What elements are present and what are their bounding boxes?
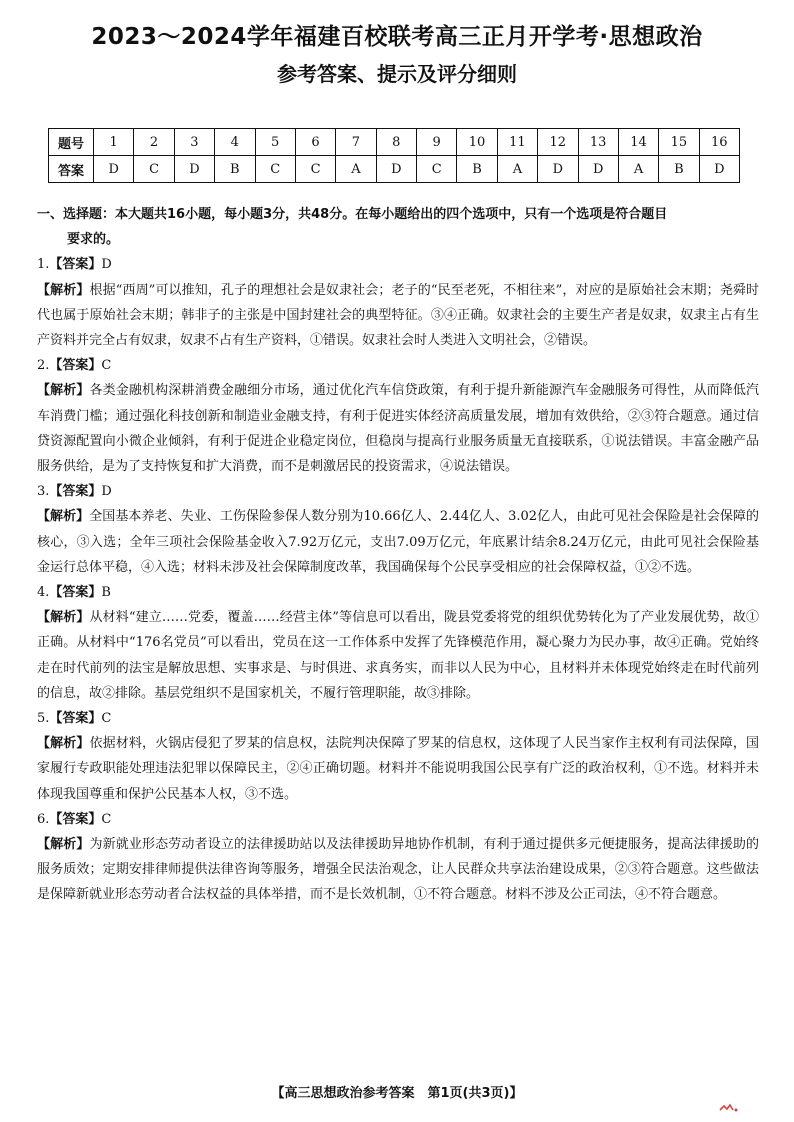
answer-line xyxy=(37,479,759,504)
question-block xyxy=(37,807,759,908)
question-block xyxy=(37,252,759,353)
section-heading-cont: 要求的。 xyxy=(67,232,120,248)
answer-cell: D xyxy=(578,156,618,183)
answer-cell: B xyxy=(457,156,497,183)
question-number-cell: 12 xyxy=(538,129,578,156)
explanation-text: 从材料“建立……党委，覆盖……经营主体”等信息可以看出，陇县党委将党的组织优势转化为了产业发展优势，故①正确。从材料中“176名党员”可以看出，党员在这一工作体系中发挥了先锋模范作用，凝心聚力为民办事，故④正确。党始终走在时代前列的法宝是解放思想、实事求是、与时俱进、求真务实，而非以人民为中心，且材料并未体现党始终走在时代前列的信息，故②排除。基层党组织不是国家机关，不履行管理职能，故③排除。 xyxy=(37,610,759,701)
document-title: 2023～2024学年福建百校联考高三正月开学考·思想政治 xyxy=(91,24,703,50)
question-number: 2. xyxy=(37,358,50,374)
answer-cell: D xyxy=(376,156,416,183)
explanation-label: 【解析】 xyxy=(37,282,90,298)
explanation xyxy=(37,378,759,479)
question-number-cell: 3 xyxy=(174,129,214,156)
answer-value: B xyxy=(101,585,111,601)
answer-cell: C xyxy=(134,156,174,183)
question-number-cell: 10 xyxy=(457,129,497,156)
answer-cell: A xyxy=(336,156,376,183)
explanation-label: 【解析】 xyxy=(37,509,90,525)
answer-line xyxy=(37,252,759,277)
answer-cell: A xyxy=(618,156,658,183)
watermark-shape xyxy=(720,1105,733,1110)
answer-label: 【答案】 xyxy=(49,358,102,374)
row-label-answer: 答案 xyxy=(49,156,94,183)
answer-table-answer-row xyxy=(49,156,740,183)
answer-body xyxy=(37,202,759,908)
answer-cell: C xyxy=(295,156,335,183)
question-number-cell: 14 xyxy=(618,129,658,156)
question-block xyxy=(37,706,759,807)
question-number-cell: 13 xyxy=(578,129,618,156)
explanation-label: 【解析】 xyxy=(37,610,90,626)
answer-cell: D xyxy=(699,156,739,183)
explanation xyxy=(37,278,759,354)
answer-line xyxy=(37,807,759,832)
answer-label: 【答案】 xyxy=(49,711,102,727)
explanation xyxy=(37,731,759,807)
answer-line xyxy=(37,706,759,731)
question-number-cell: 5 xyxy=(255,129,295,156)
explanation xyxy=(37,504,759,580)
question-number: 1. xyxy=(37,257,50,273)
answer-cell: B xyxy=(659,156,699,183)
question-number-cell: 16 xyxy=(699,129,739,156)
explanation-label: 【解析】 xyxy=(37,736,90,752)
answer-table xyxy=(48,128,740,183)
explanation-text: 为新就业形态劳动者设立的法律援助站以及法律援助异地协作机制，有利于通过提供多元便捷服务，提高法律援助的服务质效；定期安排律师提供法律咨询等服务，增强全民法治观念，让人民群众共享法治建设成果，②③符合题意。这些做法是保障新就业形态劳动者合法权益的具体举措，而不是长效机制，①不符合题意。材料不涉及公正司法，④不符合题意。 xyxy=(37,837,759,903)
question-block xyxy=(37,353,759,479)
watermark-icon xyxy=(718,1102,740,1114)
row-label-number: 题号 xyxy=(49,129,94,156)
question-number-cell: 4 xyxy=(215,129,255,156)
question-number-cell: 6 xyxy=(295,129,335,156)
answer-cell: D xyxy=(174,156,214,183)
answer-value: D xyxy=(101,257,112,273)
answer-value: C xyxy=(101,358,112,374)
question-number: 6. xyxy=(37,811,50,827)
answer-line xyxy=(37,580,759,605)
watermark-dot xyxy=(735,1109,738,1112)
answer-line xyxy=(37,353,759,378)
section-heading-text: 一、选择题：本大题共16小题，每小题3分，共48分。在每小题给出的四个选项中，只有一个选项是符合题目 xyxy=(37,207,668,222)
answer-cell: C xyxy=(417,156,457,183)
document-subtitle: 参考答案、提示及评分细则 xyxy=(277,62,517,86)
answer-label: 【答案】 xyxy=(49,585,102,601)
page-footer: 【高三思想政治参考答案 第1页(共3页)】 xyxy=(271,1086,523,1101)
answer-table-number-row xyxy=(49,129,740,156)
explanation-text: 根据“西周”可以推知，孔子的理想社会是奴隶社会；老子的“民至老死，不相往来”，对应的是原始社会末期；尧舜时代也属于原始社会末期；韩非子的主张是中国封建社会的典型特征。③④正确。奴隶社会的主要生产者是奴隶，奴隶主占有生产资料并完全占有奴隶，奴隶不占有生产资料，①错误。奴隶社会时人类进入文明社会，②错误。 xyxy=(37,282,759,349)
answer-cell: A xyxy=(497,156,537,183)
explanation-label: 【解析】 xyxy=(37,837,90,853)
answer-cell: C xyxy=(255,156,295,183)
answer-label: 【答案】 xyxy=(49,811,102,827)
answer-cell: D xyxy=(94,156,134,183)
answer-value: C xyxy=(101,711,112,727)
question-block xyxy=(37,479,759,580)
question-number-cell: 15 xyxy=(659,129,699,156)
answer-cell: D xyxy=(538,156,578,183)
question-number: 4. xyxy=(37,585,50,601)
question-number-cell: 1 xyxy=(94,129,134,156)
answer-label: 【答案】 xyxy=(49,257,102,273)
explanation xyxy=(37,832,759,908)
explanation-text: 全国基本养老、失业、工伤保险参保人数分别为10.66亿人、2.44亿人、3.02亿人，由此可见社会保险是社会保障的核心，③入选；全年三项社会保险基金收入7.92万亿元，支出7.09万亿元，年底累计结余8.24万亿元，由此可见社会保险基金运行总体平稳，④入选；材料未涉及社会保障制度改革，我国确保每个公民享受相应的社会保障权益，①②不选。 xyxy=(37,509,759,575)
question-number-cell: 2 xyxy=(134,129,174,156)
explanation xyxy=(37,605,759,706)
question-number: 3. xyxy=(37,484,50,500)
answer-value: D xyxy=(101,484,112,500)
question-block xyxy=(37,580,759,706)
question-number-cell: 9 xyxy=(417,129,457,156)
question-number: 5. xyxy=(37,711,50,727)
explanation-text: 依据材料，火锅店侵犯了罗某的信息权，法院判决保障了罗某的信息权，这体现了人民当家作主权利有司法保障，国家履行专政职能处理违法犯罪以保障民主，②④正确切题。材料并不能说明我国公民享有广泛的政治权利，①不选。材料并未体现我国尊重和保护公民基本人权，③不选。 xyxy=(37,736,759,802)
question-number-cell: 11 xyxy=(497,129,537,156)
question-number-cell: 7 xyxy=(336,129,376,156)
section-heading xyxy=(37,202,759,252)
answer-cell: B xyxy=(215,156,255,183)
answer-value: C xyxy=(101,811,112,827)
explanation-text: 各类金融机构深耕消费金融细分市场，通过优化汽车信贷政策，有利于提升新能源汽车金融服务可得性，从而降低汽车消费门槛；通过强化科技创新和制造业金融支持，有利于促进实体经济高质量发展，增加有效供给，②③符合题意。通过信贷资源配置向小微企业倾斜，有利于促进企业稳定岗位，但稳岗与提高行业服务质量无直接联系，①说法错误。丰富金融产品服务供给，是为了支持恢复和扩大消费，而不是刺激居民的投资需求，④说法错误。 xyxy=(37,383,759,475)
explanation-label: 【解析】 xyxy=(37,383,90,399)
answer-label: 【答案】 xyxy=(49,484,102,500)
question-number-cell: 8 xyxy=(376,129,416,156)
